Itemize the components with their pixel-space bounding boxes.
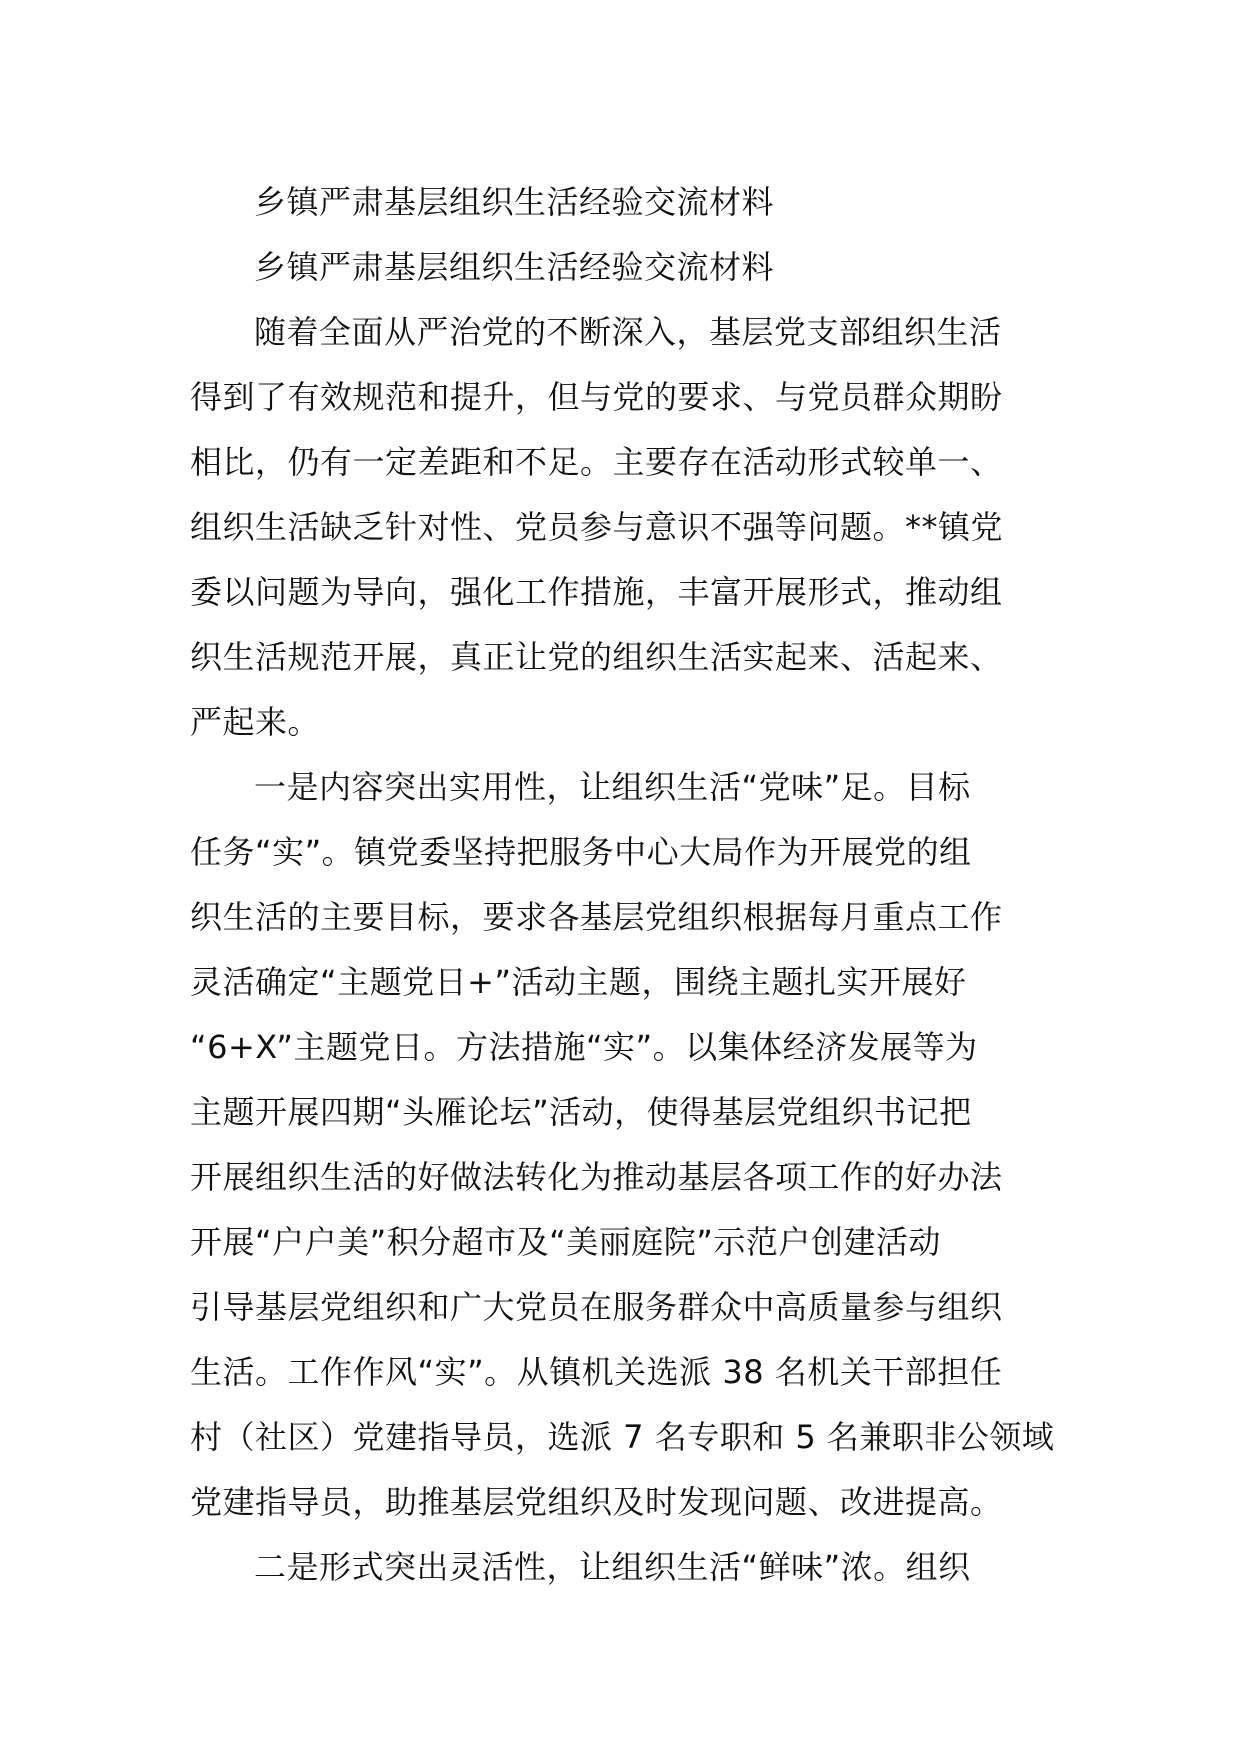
section-one-line: 开展“户户美”积分超市及“美丽庭院”示范户创建活动 <box>190 1223 941 1261</box>
section-one-line: 织生活的主要目标，要求各基层党组织根据每月重点工作 <box>190 898 1003 936</box>
intro-line: 织生活规范开展，真正让党的组织生活实起来、活起来、 <box>190 638 1003 676</box>
intro-line: 随着全面从严治党的不断深入，基层党支部组织生活 <box>254 313 1002 351</box>
section-one-line: 引导基层党组织和广大党员在服务群众中高质量参与组织 <box>190 1288 1003 1326</box>
section-one-line: 村（社区）党建指导员，选派 7 名专职和 5 名兼职非公领域 <box>190 1418 1055 1456</box>
document-title: 乡镇严肃基层组织生活经验交流材料 <box>254 183 775 221</box>
section-one-line: 生活。工作作风“实”。从镇机关选派 38 名机关干部担任 <box>190 1353 1003 1391</box>
intro-line: 得到了有效规范和提升，但与党的要求、与党员群众期盼 <box>190 378 1003 416</box>
intro-line: 相比，仍有一定差距和不足。主要存在活动形式较单一、 <box>190 443 1003 481</box>
intro-line: 委以问题为导向，强化工作措施，丰富开展形式，推动组 <box>190 573 1003 611</box>
intro-line: 严起来。 <box>190 703 321 741</box>
section-one-line: 开展组织生活的好做法转化为推动基层各项工作的好办法 <box>190 1158 1003 1196</box>
document-title-repeat: 乡镇严肃基层组织生活经验交流材料 <box>254 248 775 286</box>
section-two-line: 二是形式突出灵活性，让组织生活“鲜味”浓。组织 <box>254 1548 971 1586</box>
section-one-line: 党建指导员，助推基层党组织及时发现问题、改进提高。 <box>190 1483 1003 1521</box>
document-body <box>190 170 1060 1600</box>
section-one-line: 灵活确定“主题党日+”活动主题，围绕主题扎实开展好 <box>190 963 967 1001</box>
section-one-line: 任务“实”。镇党委坚持把服务中心大局作为开展党的组 <box>190 833 972 871</box>
section-one-line: 主题开展四期“头雁论坛”活动，使得基层党组织书记把 <box>190 1093 972 1131</box>
intro-line: 组织生活缺乏针对性、党员参与意识不强等问题。**镇党 <box>190 508 1004 546</box>
section-one-line: 一是内容突出实用性，让组织生活“党味”足。目标 <box>254 768 971 806</box>
section-one-line: “6+X”主题党日。方法措施“实”。以集体经济发展等为 <box>190 1028 978 1066</box>
